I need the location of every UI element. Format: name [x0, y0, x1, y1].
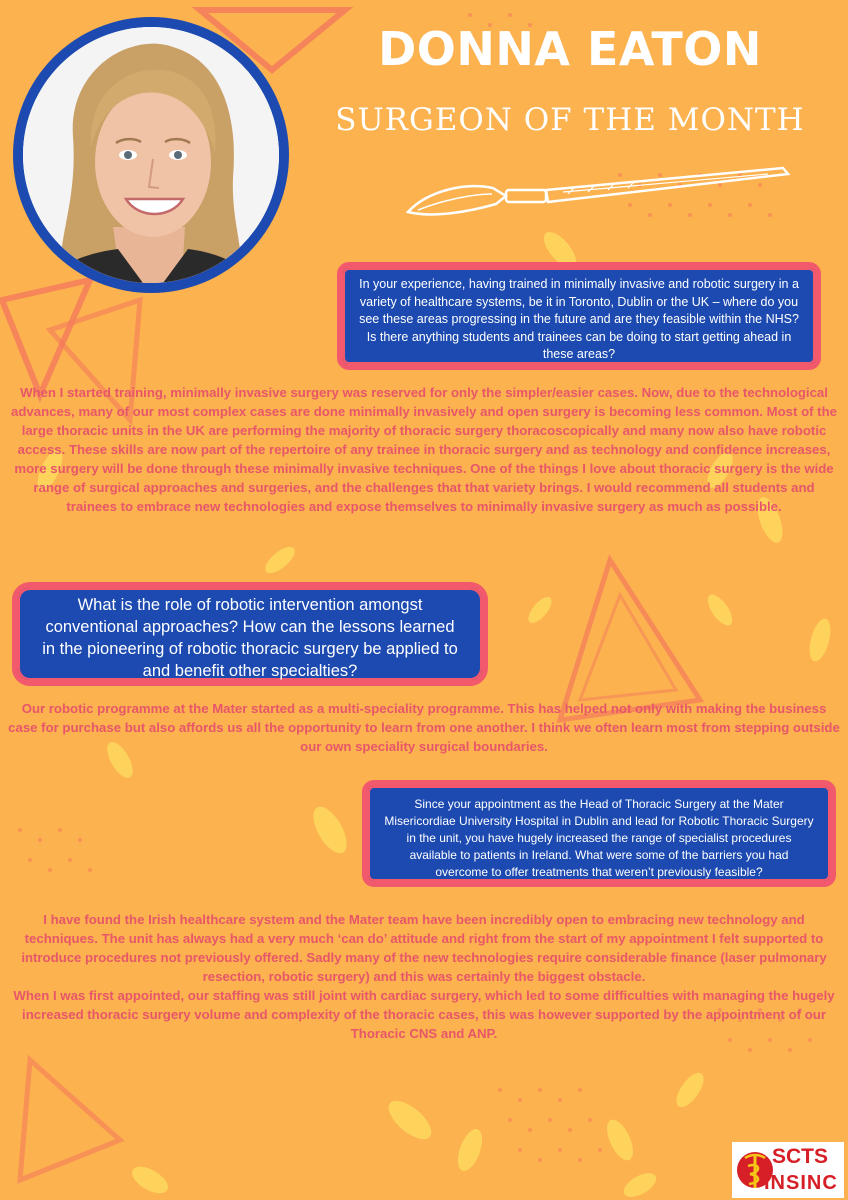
page-title: DONNA EATON [378, 22, 762, 76]
logo-text-insinc: INSINC [764, 1172, 838, 1194]
portrait-photo [23, 27, 279, 283]
answer-paragraph: When I started training, minimally invasive surgery was reserved for only the simpler/easier cases. Now, due to the technological advances, many of our most complex cases are done minimally invasively and open surgery is becoming less common. Most of the large thoracic units in the UK are performing the majority of thoracic surgery thoracoscopically and many now also have robotic access. These skills are now part of the repertoire of any trainee in thoracic surgery and as technology and confidence increases, more surgery will be done through these minimally invasive techniques. One of the things I love about thoracic surgery is the wide range of surgical approaches and surgeries, and the challenges that that variety brings. I would recommend all students and trainees to embrace new technologies and expose themselves to minimally invasive surgery as much as possible. [11, 385, 837, 514]
answer-paragraph: When I was first appointed, our staffing was still joint with cardiac surgery, which led to some difficulties with managing the hugely increased thoracic surgery volume and complexity of the thoracic cases, this was however supported by the appointment of our Thoracic CNS and ANP. [13, 988, 835, 1041]
question-box-1 [337, 262, 821, 370]
answer-paragraph: Our robotic programme at the Mater started as a multi-speciality programme. This has helped not only with making the business case for purchase but also affords us all the opportunity to learn from one another. I think we often learn most from stepping outside our own speciality surgical boundaries. [8, 701, 840, 754]
scts-insinc-logo [732, 1142, 844, 1198]
answer-block-3 [8, 910, 840, 1043]
answer-block-1 [8, 383, 840, 516]
scalpel-icon [388, 160, 798, 230]
answer-paragraph: I have found the Irish healthcare system and the Mater team have been incredibly open to embracing new technology and techniques. The unit has always had a very much ‘can do’ attitude and right from the start of my appointment I felt supported to introduce procedures not previously offered. Sadly many of the new technologies require considerable finance (laser pulmonary resection, robotic surgery) and this was certainly the biggest obstacle. [21, 912, 827, 984]
question-text: What is the role of robotic intervention amongst conventional approaches? How can the lessons learned in the pioneering of robotic thoracic surgery be applied to and benefit other specialties? [42, 596, 458, 680]
logo-text-scts: SCTS [772, 1145, 829, 1168]
question-box-3 [362, 780, 836, 887]
question-text: In your experience, having trained in minimally invasive and robotic surgery in a variety of healthcare systems, be it in Toronto, Dublin or the UK – where do you see these areas progressing in the future and are they feasible within the NHS? Is there anything students and trainees can be doing to start getting ahead in these areas? [359, 277, 799, 361]
answer-block-2 [8, 699, 840, 756]
question-box-2 [12, 582, 488, 686]
page-subtitle: SURGEON OF THE MONTH [335, 102, 805, 138]
question-text: Since your appointment as the Head of Thoracic Surgery at the Mater Misericordiae University Hospital in Dublin and lead for Robotic Thoracic Surgery in the unit, you have hugely increased the range of specialist procedures available to patients in Ireland. What were some of the barriers you had overcome to offer treatments that weren’t previously feasible? [384, 797, 814, 879]
